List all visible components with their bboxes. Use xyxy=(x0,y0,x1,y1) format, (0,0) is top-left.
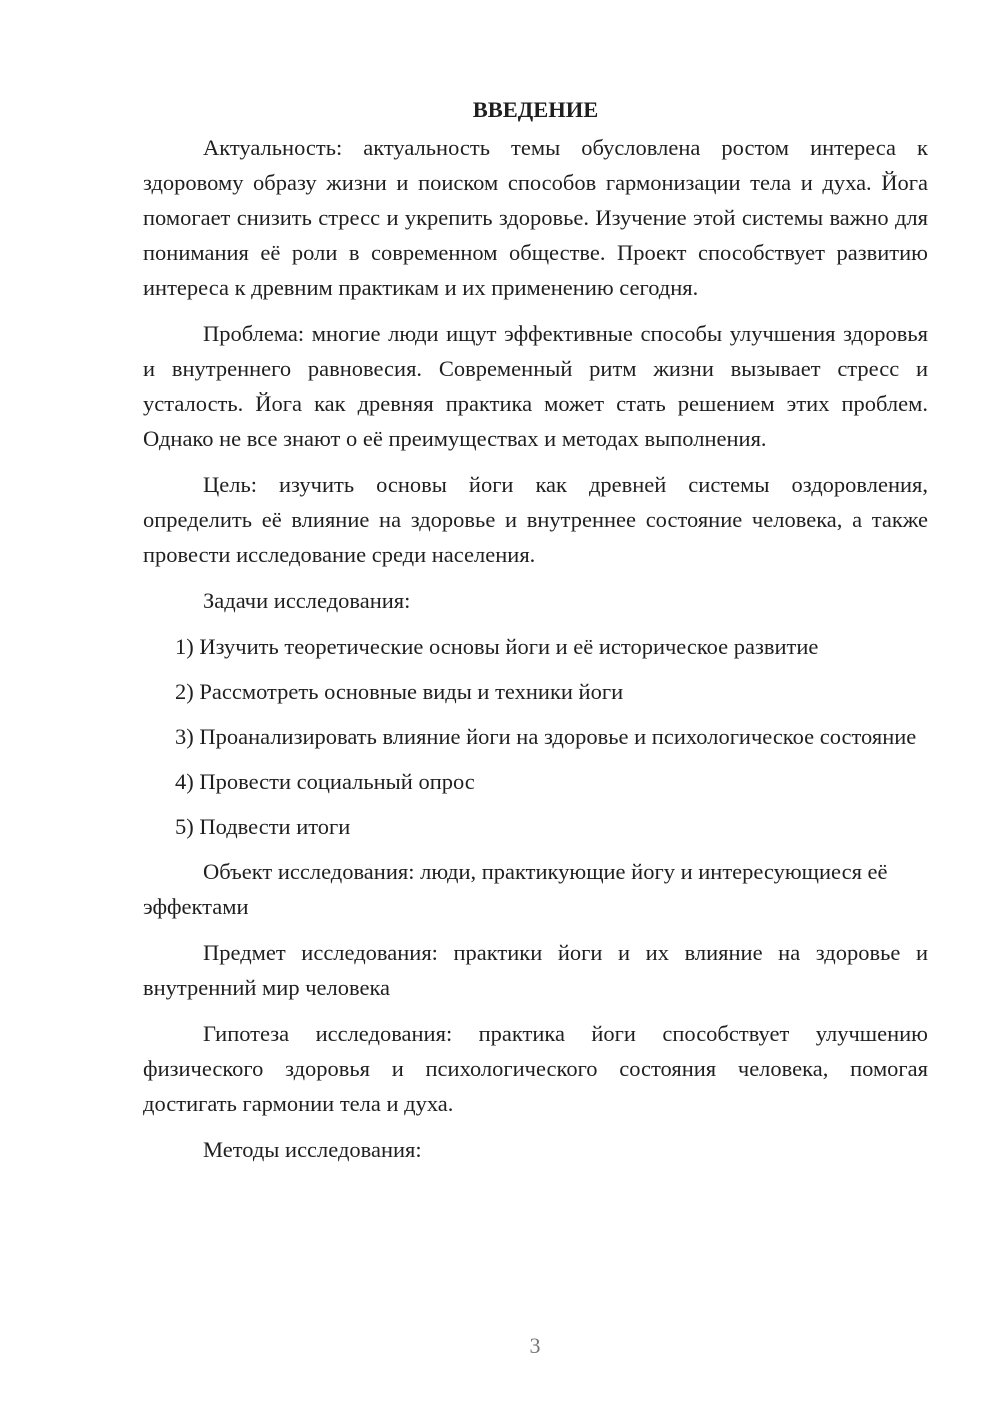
tasks-heading: Задачи исследования: xyxy=(203,588,411,613)
task-item: 5) Подвести итоги xyxy=(175,814,351,839)
page-content xyxy=(143,92,928,1178)
task-item: 3) Проанализировать влияние йоги на здоровье и психологическое состояние xyxy=(175,724,917,749)
paragraph-relevance: Актуальность: актуальность темы обусловлена ростом интереса к здоровому образу жизни и поиском способов гармонизации тела и духа. Йога помогает снизить стресс и укрепить здоровье. Изучение этой системы важно для понимания её роли в современном обществе. Проект способствует развитию интереса к древним практикам и их применению сегодня. xyxy=(143,135,928,300)
paragraph-hypothesis: Гипотеза исследования: практика йоги способствует улучшению физического здоровья и психологического состояния человека, помогая достигать гармонии тела и духа. xyxy=(143,1021,928,1116)
paragraph-goal: Цель: изучить основы йоги как древней системы оздоровления, определить её влияние на здоровье и внутреннее состояние человека, а также провести исследование среди населения. xyxy=(143,472,928,567)
task-item: 4) Провести социальный опрос xyxy=(175,769,475,794)
paragraph-object: Объект исследования: люди, практикующие йогу и интересующиеся её эффектами xyxy=(143,859,888,919)
paragraph-subject: Предмет исследования: практики йоги и их влияние на здоровье и внутренний мир человека xyxy=(143,940,928,1000)
page-title: ВВЕДЕНИЕ xyxy=(472,97,599,122)
paragraph-problem: Проблема: многие люди ищут эффективные способы улучшения здоровья и внутреннего равновесия. Современный ритм жизни вызывает стресс и усталость. Йога как древняя практика может стать решением этих проблем. Однако не все знают о её преимуществах и методах выполнения. xyxy=(143,321,928,451)
task-item: 2) Рассмотреть основные виды и техники йоги xyxy=(175,679,624,704)
methods-heading: Методы исследования: xyxy=(203,1137,422,1162)
task-item: 1) Изучить теоретические основы йоги и её историческое развитие xyxy=(175,634,819,659)
page-number: 3 xyxy=(529,1333,541,1358)
